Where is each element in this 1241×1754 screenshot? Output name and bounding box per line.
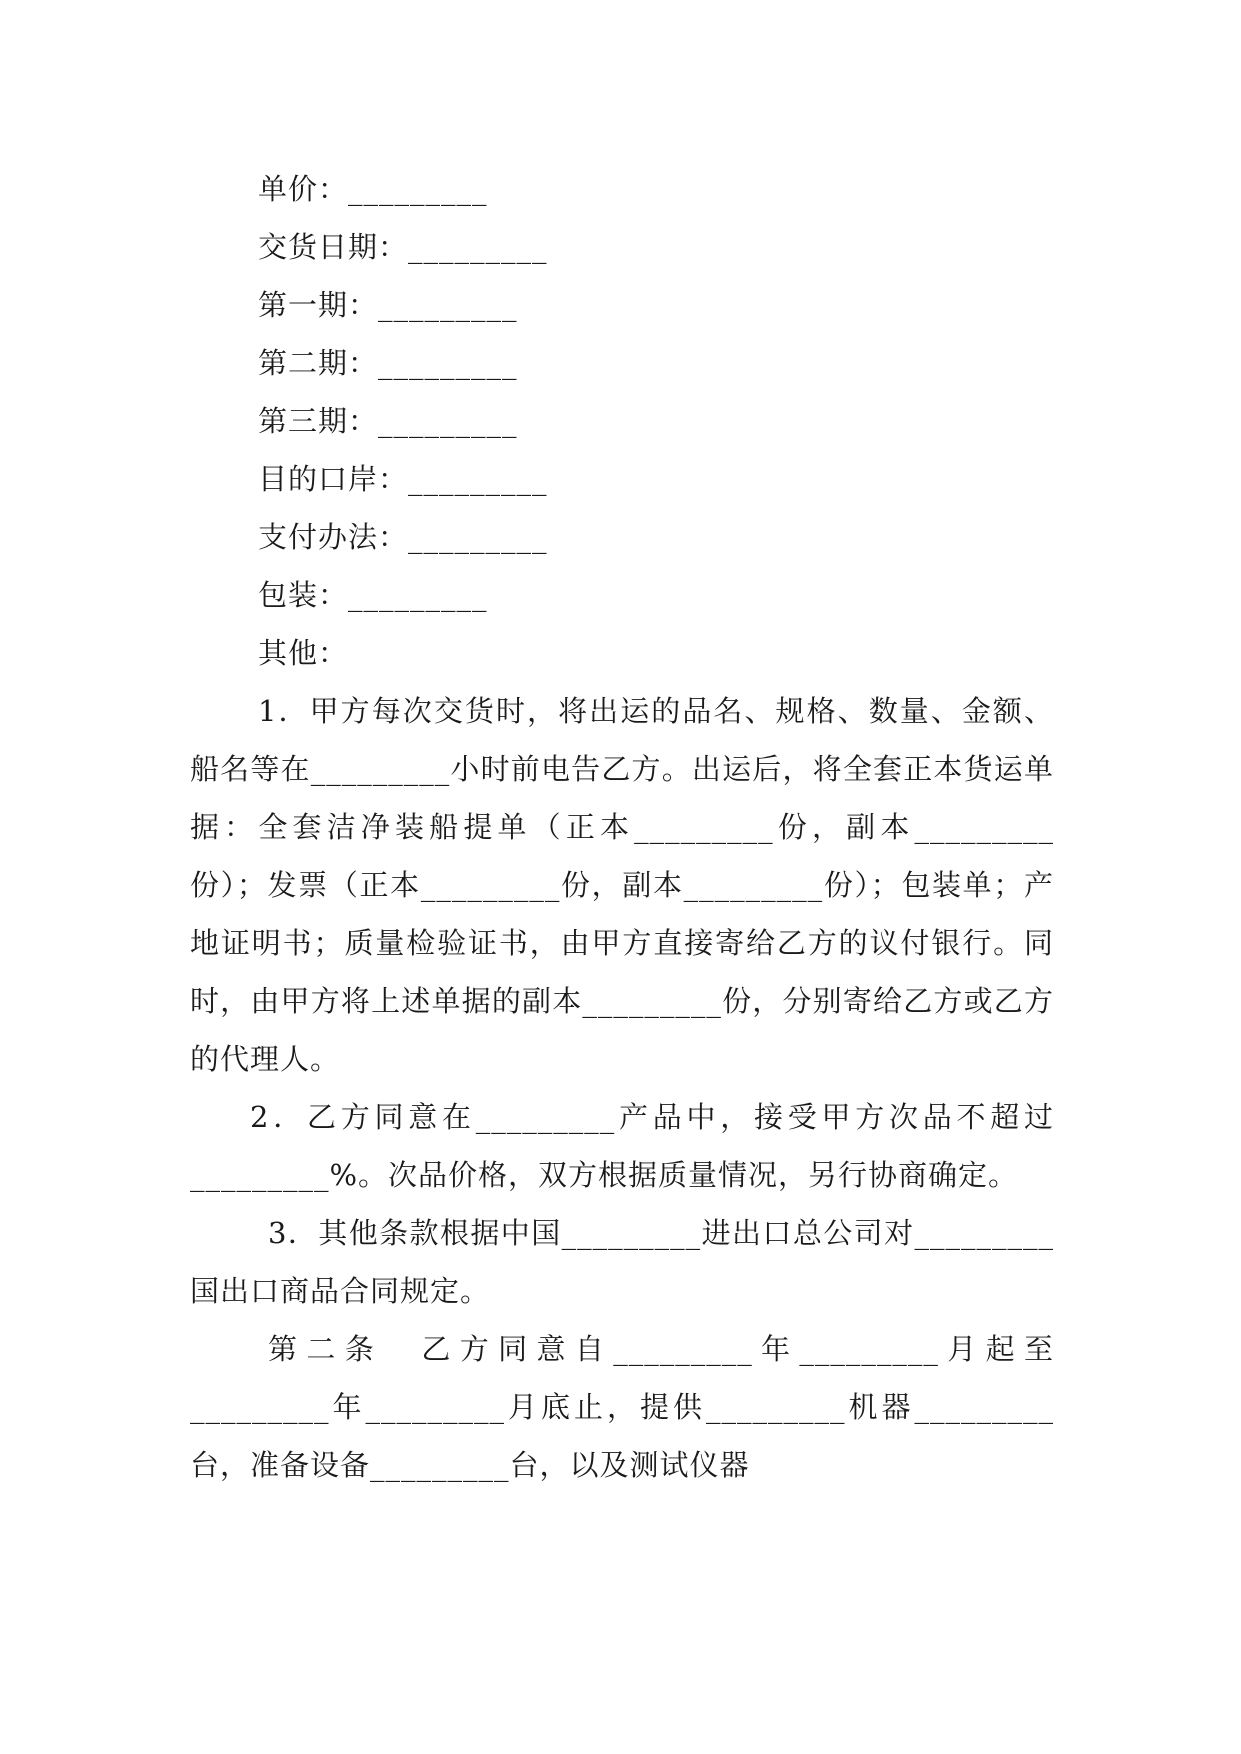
field-blank: _________: [378, 404, 518, 438]
clause-paragraph-3: 3．其他条款根据中国_________进出口总公司对_________国出口商品合同规定。: [190, 1216, 1054, 1308]
field-label: 第二期：: [258, 346, 379, 380]
field-label: 第一期：: [258, 288, 379, 322]
field-label: 单价：: [258, 172, 349, 206]
contract-text: [190, 160, 1054, 1494]
field-payment-method: [190, 508, 1054, 566]
field-other: [190, 624, 1054, 682]
article-two-paragraph: 第二条 乙方同意自_________年_________月起至_________年_________月底止，提供_________机器_________台，准备设备_________台，以及测试仪器: [190, 1332, 1054, 1482]
field-unit-price: [190, 160, 1054, 218]
field-phase-one: [190, 276, 1054, 334]
field-blank: _________: [408, 230, 548, 264]
field-blank: _________: [348, 578, 488, 612]
field-phase-three: [190, 392, 1054, 450]
field-delivery-date: [190, 218, 1054, 276]
field-label: 目的口岸：: [258, 462, 409, 496]
field-blank: _________: [408, 520, 548, 554]
field-label: 其他：: [258, 636, 349, 670]
field-label: 支付办法：: [258, 520, 409, 554]
field-blank: _________: [378, 346, 518, 380]
field-label: 交货日期：: [258, 230, 409, 264]
field-packaging: [190, 566, 1054, 624]
clause-paragraph-2: 2．乙方同意在_________产品中，接受甲方次品不超过_________%。次品价格，双方根据质量情况，另行协商确定。: [190, 1100, 1054, 1192]
field-label: 第三期：: [258, 404, 379, 438]
field-blank: _________: [408, 462, 548, 496]
field-destination-port: [190, 450, 1054, 508]
field-label: 包装：: [258, 578, 349, 612]
clause-paragraph-1: 1．甲方每次交货时，将出运的品名、规格、数量、金额、船名等在_________小时前电告乙方。出运后，将全套正本货运单据：全套洁净装船提单（正本_________份，副本_________份）；发票（正本_________份，副本_________份）；包装单；产地证明书；质量检验证书，由甲方直接寄给乙方的议付银行。同时，由甲方将上述单据的副本_________份，分别寄给乙方或乙方的代理人。: [190, 694, 1054, 1076]
field-blank: _________: [348, 172, 488, 206]
field-blank: _________: [378, 288, 518, 322]
field-phase-two: [190, 334, 1054, 392]
